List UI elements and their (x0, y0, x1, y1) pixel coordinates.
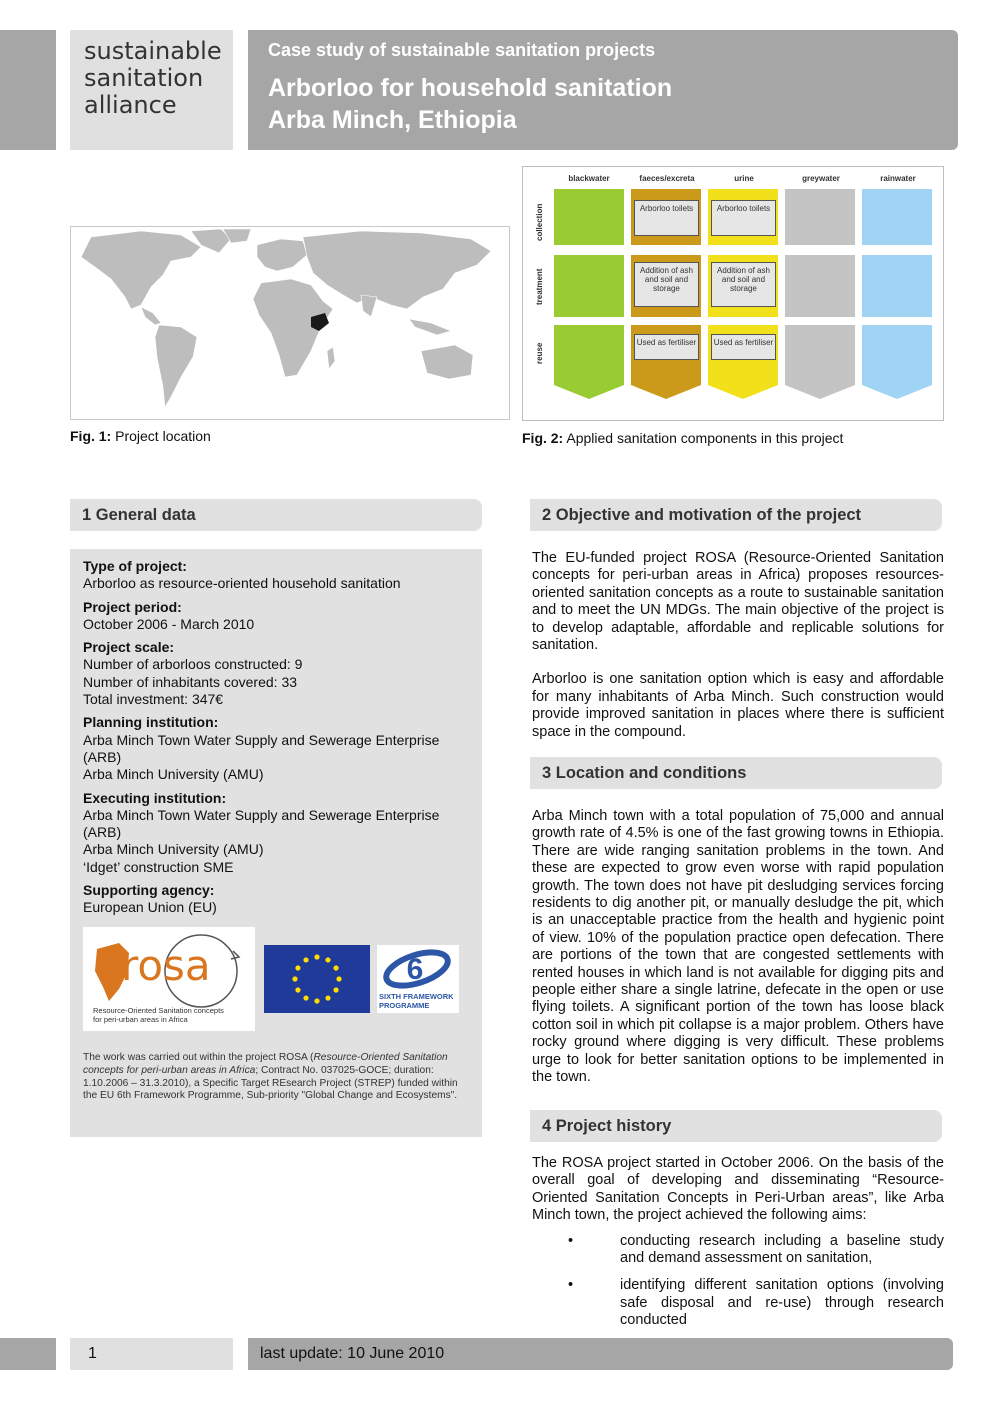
period-value: October 2006 - March 2010 (83, 615, 255, 632)
eu-star (295, 987, 300, 992)
objective-text (532, 550, 944, 741)
eu-star (295, 965, 300, 970)
logo-line: sustainable (84, 37, 222, 65)
ssa-logo (84, 38, 222, 119)
matrix-column-segment (785, 255, 855, 317)
fig1-caption (70, 428, 211, 444)
planning-institution: Arba Minch University (AMU) (83, 766, 264, 783)
rosa-tagline-1: Resource-Oriented Sanitation concepts (93, 1006, 224, 1015)
matrix-column-segment (554, 325, 624, 399)
eu-star (336, 976, 341, 981)
aim-text: conducting research including a baseline study and demand assessment on sanitation, (620, 1232, 944, 1267)
aim-text: identifying different sanitation options (involving safe disposal and re-use) through research conducted (620, 1277, 944, 1329)
planning-institution: Arba Minch Town Water Supply and Sewerage Enterprise (ARB) (83, 731, 440, 765)
fp6-text (379, 993, 454, 1010)
title-line-2: Arba Minch, Ethiopia (268, 106, 517, 134)
fp6-line-1: SIXTH FRAMEWORK (379, 992, 454, 1001)
executing-institution: Arba Minch Town Water Supply and Sewerage Enterprise (ARB) (83, 806, 440, 841)
history-paragraph: The ROSA project started in October 2006. On the basis of the overall goal of developing and disseminating “Resource-Oriented Sanitation Concepts in Peri-Urban areas”, like Arba Minch town, the project achieved the following aims: (532, 1155, 944, 1224)
matrix-col-header: rainwater (880, 174, 916, 183)
objective-paragraph-2: Arborloo is one sanitation option which is easy and affordable for many inhabitants of Arba Minch. Such construction would provide improved sanitation in places where there is sufficient space in the compound. (532, 671, 944, 740)
note-part-c: ; Contract No. 037025-GOCE; duration: 1.10.2006 – 31.3.2010), a Specific Target REsearch Project (STREP) funded within the EU 6th Framework Programme, Sub-priority "Global Change and Ecosystems". (83, 1064, 458, 1102)
eu-star (333, 987, 338, 992)
matrix-col-header: faeces/excreta (639, 174, 695, 183)
sanitation-matrix (522, 166, 944, 421)
eu-star (292, 976, 297, 981)
scale-inhabitants: Number of inhabitants covered: 33 (83, 673, 298, 690)
list-item (568, 1277, 944, 1329)
executing-institution: ‘Idget’ construction SME (83, 858, 234, 875)
matrix-column-segment (862, 189, 932, 245)
supporting-agency: European Union (EU) (83, 899, 217, 916)
section-header-history: 4 Project history (530, 1110, 942, 1142)
last-update: last update: 10 June 2010 (248, 1338, 953, 1370)
header-kicker: Case study of sustainable sanitation projects (268, 40, 656, 60)
matrix-box-reuse-urine: Used as fertiliser (711, 334, 776, 360)
logo-line: alliance (84, 91, 177, 119)
type-label: Type of project: (83, 558, 187, 574)
matrix-column-segment (554, 255, 624, 317)
executing-institution: Arba Minch University (AMU) (83, 841, 264, 858)
history-text (532, 1155, 944, 1340)
rosa-word: rosa (121, 941, 211, 990)
matrix-row-label: collection (535, 203, 544, 241)
location-text (532, 808, 944, 1087)
executing-label: Executing institution: (83, 789, 227, 806)
section-header-general-data: 1 General data (70, 499, 482, 531)
bullet-icon: • (568, 1277, 574, 1294)
world-map-graphic (71, 227, 509, 419)
matrix-col-header: blackwater (568, 174, 610, 183)
supporting-label: Supporting agency: (83, 882, 215, 899)
bullet-icon: • (568, 1232, 574, 1249)
fp6-logo (377, 945, 459, 1013)
matrix-column-segment (554, 189, 624, 245)
fig2-text: Applied sanitation components in this project (566, 430, 844, 446)
rosa-tagline (93, 1007, 224, 1024)
scale-arborloos: Number of arborloos constructed: 9 (83, 656, 303, 673)
header-left-bar (0, 30, 56, 150)
section-header-objective: 2 Objective and motivation of the project (530, 499, 942, 531)
note-part-a: The work was carried out within the project ROSA ( (83, 1052, 314, 1063)
matrix-column-segment (862, 325, 932, 399)
eu-star (333, 965, 338, 970)
eu-stars (264, 945, 370, 1013)
eu-star (303, 995, 308, 1000)
matrix-col-header: urine (734, 174, 754, 183)
eu-star (325, 957, 330, 962)
fp6-graphic (377, 945, 459, 989)
matrix-row-label: treatment (535, 268, 544, 305)
world-map (70, 226, 510, 420)
matrix-col-header: greywater (802, 174, 840, 183)
eu-flag (264, 945, 370, 1013)
matrix-box-collection-faeces: Arborloo toilets (634, 200, 699, 236)
fig2-caption (522, 430, 843, 446)
fp6-line-2: PROGRAMME (379, 1000, 430, 1010)
matrix-box-treatment-urine: Addition of ash and soil and storage (711, 262, 776, 307)
title-line-1: Arborloo for household sanitation (268, 74, 673, 102)
matrix-column-segment (785, 325, 855, 399)
matrix-box-treatment-faeces: Addition of ash and soil and storage (634, 262, 699, 307)
scale-investment: Total investment: 347€ (83, 691, 224, 708)
eu-star (325, 995, 330, 1000)
scale-label: Project scale: (83, 639, 175, 656)
eu-star (303, 957, 308, 962)
location-paragraph: Arba Minch town with a total population of 75,000 and annual growth rate of 4.5% is one of the fast growing towns in Ethiopia. There are wide ranging sanitation problems in the town. And these are expected to grow even worse with rapid population growth. The town does not have pit desludging services forcing residents to dig another pit, or manually desludge the pit, which is an unacceptable practice from the health and hygienic point of view. 10% of the population practice open defecation. There are portions of the town that are congested settlements with rented houses in which land is not available for digging pits and people either share a single latrine, defecate in the open or use flying toilets. A significant portion of the town has loose black cotton soil in which pit collapse is a major problem. Others have rocky ground where digging is very difficult. These problems urge to look for better sanitation options to be implemented in the town. (532, 808, 944, 1086)
fig1-label: Fig. 1: (70, 428, 112, 444)
matrix-box-reuse-faeces: Used as fertiliser (634, 334, 699, 360)
general-data (83, 558, 478, 917)
project-note (83, 1052, 468, 1103)
page-title (268, 72, 672, 136)
planning-label: Planning institution: (83, 714, 219, 731)
section-header-location: 3 Location and conditions (530, 757, 942, 789)
period-label: Project period: (83, 598, 182, 615)
page-number: 1 (70, 1338, 233, 1370)
eu-star (314, 954, 319, 959)
type-value: Arborloo as resource-oriented household sanitation (83, 575, 401, 592)
fig2-label: Fig. 2: (522, 430, 564, 446)
matrix-column-segment (785, 189, 855, 245)
matrix-column-segment (862, 255, 932, 317)
eu-star (314, 998, 319, 1003)
list-item (568, 1232, 944, 1268)
matrix-box-collection-urine: Arborloo toilets (711, 200, 776, 236)
note-part-b: Resource-Oriented Sanitation concepts for peri-urban areas in Africa (83, 1052, 448, 1076)
matrix-row-label: reuse (535, 342, 544, 364)
footer-left-bar (0, 1338, 56, 1370)
objective-paragraph-1: The EU-funded project ROSA (Resource-Oriented Sanitation concepts for peri-urban areas in Africa) proposes resources-oriented sanitation concepts as a route to sustainable sanitation and to meet the UN MDGs. The main objective of the project is to develop adaptable, affordable and replicable solutions for sanitation. (532, 550, 944, 654)
history-aims-list (532, 1233, 944, 1330)
logo-line: sanitation (84, 64, 204, 92)
svg-text:6: 6 (406, 953, 424, 986)
fig1-text: Project location (115, 428, 211, 444)
rosa-logo (83, 927, 255, 1031)
rosa-tagline-2: for peri-urban areas in Africa (93, 1014, 188, 1024)
